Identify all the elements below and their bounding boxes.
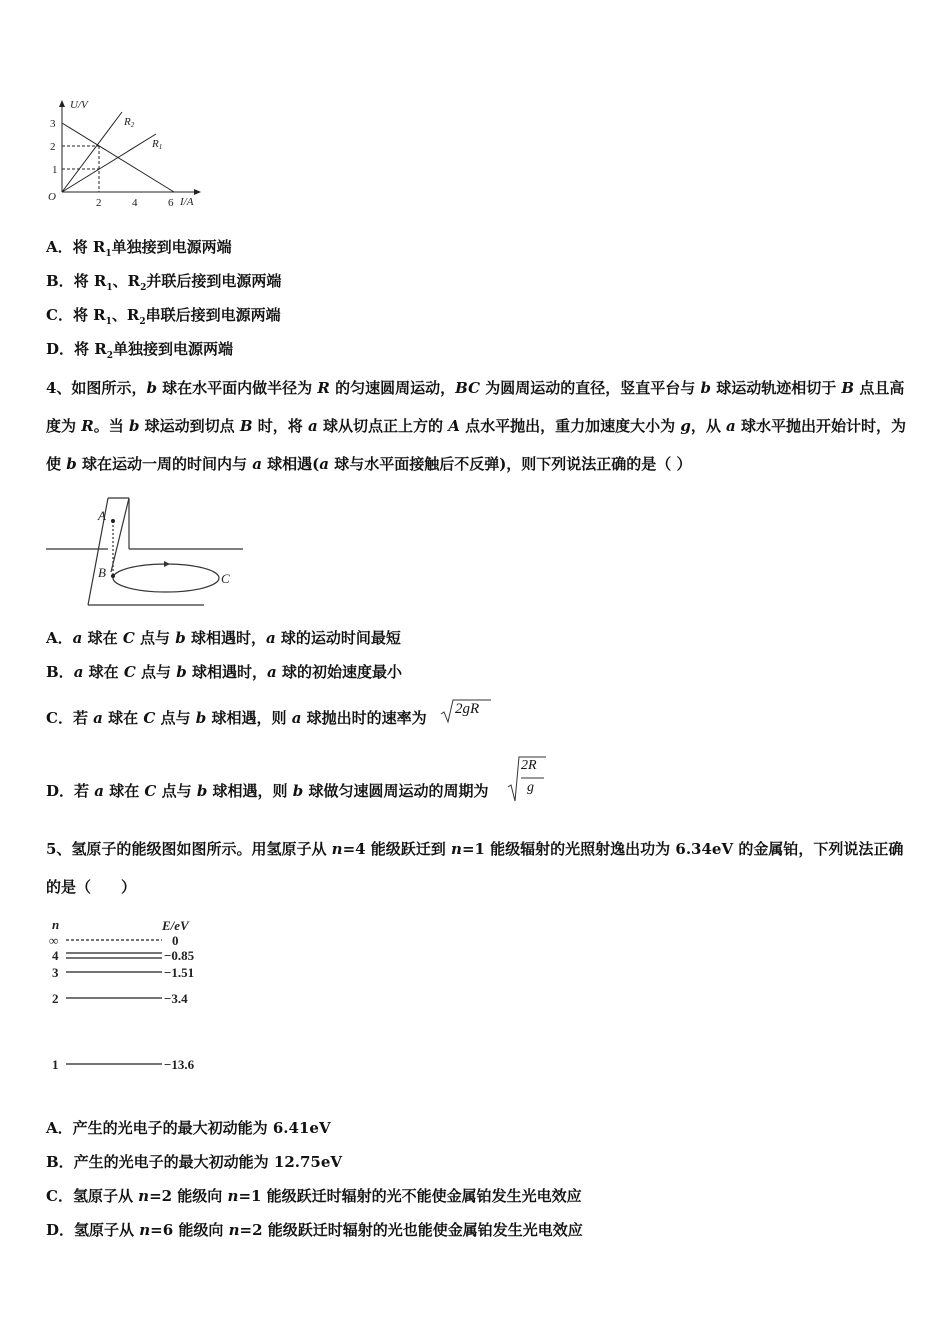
q5-option-run: n	[228, 1221, 240, 1239]
x-axis-label: I/A	[180, 196, 194, 208]
q4-stem-run: 球从切点正上方的	[317, 417, 449, 435]
level-energy-3: −1.51	[164, 965, 195, 980]
q4-option-d[interactable]: D．若 a 球在 C 点与 b 球相遇，则 b 球做匀速圆周运动的周期为	[46, 782, 489, 800]
level-energy-1: −13.6	[164, 1057, 195, 1072]
q4-stem-run: b	[700, 379, 711, 397]
q4-stem-run: b	[128, 417, 140, 435]
line-r2	[62, 112, 122, 192]
q4-stem-run: 球运动轨迹相切于	[710, 379, 842, 397]
q3-option-d[interactable]: D．将 $R_2$单独接到电源两端	[46, 340, 233, 361]
level-label-3: 3	[52, 965, 59, 980]
q5-option-d[interactable]	[46, 1219, 583, 1240]
q4-stem-run: 球运动到切点	[139, 417, 240, 435]
q5-option-run: D．氢原子从	[46, 1221, 140, 1239]
orbit-arrow	[164, 561, 170, 567]
q4-stem-run: 球在运动一周的时间内与	[76, 455, 253, 473]
q4-stem-run: 球水平抛出开始计时，为使	[46, 417, 907, 473]
formula-sqrt-2R-over-g	[507, 755, 547, 803]
q5-stem-run: =1 能级辐射的光照射逸出功为 6.34eV 的金属铂，下列说法正确的是（ ）	[46, 840, 904, 896]
q5-stem-run: n	[331, 840, 343, 858]
y-axis-label: U/V	[70, 99, 88, 111]
level-label-4: 4	[52, 948, 59, 963]
circle-orbit	[113, 564, 219, 592]
q5-option-c[interactable]	[46, 1185, 582, 1206]
platform-front-right	[111, 498, 129, 572]
q4-figure	[46, 494, 246, 608]
q5-option-run: n	[227, 1187, 239, 1205]
q5-stem-run: n	[451, 840, 462, 858]
q4-stem-run: 点水平抛出，重力加速度大小为	[459, 417, 681, 435]
q4-stem-run: A	[448, 417, 460, 435]
q4-stem-run: a	[308, 417, 318, 435]
q4-stem-run: 。当	[93, 417, 129, 435]
line-r1	[62, 134, 156, 192]
q4-stem-run: 时，将	[252, 417, 309, 435]
q4-stem-run: 的匀速圆周运动，	[329, 379, 456, 397]
q4-stem-run: 球在水平面内做半径为	[156, 379, 318, 397]
q4-stem-run: B	[239, 417, 253, 435]
q5-stem-run: 5、氢原子的能级图如图所示。用氢原子从	[46, 840, 332, 858]
q5-option-b[interactable]	[46, 1151, 342, 1172]
x-tick-2: 2	[96, 197, 102, 209]
q4-stem-run: R	[317, 379, 330, 397]
e-header: E/eV	[162, 918, 189, 933]
r1-label: R1	[152, 138, 163, 151]
point-b	[111, 574, 115, 578]
q4-stem-run: 为圆周运动的直径，竖直平台与	[480, 379, 701, 397]
q4-stem-run: 球与水平面接触后不反弹)，则下列说法正确的是（ ）	[328, 455, 692, 473]
label-b: B	[98, 565, 106, 580]
q4-stem-run: a	[319, 455, 329, 473]
q5-option-run: =2 能级跃迁时辐射的光也能使金属铂发生光电效应	[239, 1221, 583, 1239]
q5-stem-run: =4 能级跃迁到	[342, 840, 452, 858]
q3-option-b[interactable]: B．将 $R_1$、$R_2$并联后接到电源两端	[46, 272, 282, 293]
y-tick-1: 1	[52, 164, 58, 176]
sqrt-radicand: 2gR	[455, 701, 480, 717]
label-a: A	[98, 508, 106, 523]
level-energy-2: −3.4	[164, 991, 188, 1006]
q5-option-run: n	[139, 1221, 151, 1239]
formula-sqrt-2gR	[440, 698, 492, 724]
q4-stem-run: B	[841, 379, 855, 397]
q4-stem-run: a	[252, 455, 262, 473]
q4-option-a[interactable]: A．a 球在 C 点与 b 球相遇时，a 球的运动时间最短	[46, 629, 401, 647]
fraction-numerator: 2R	[521, 758, 537, 773]
q5-option-run: n	[138, 1187, 150, 1205]
label-c: C	[221, 571, 230, 586]
point-a	[111, 519, 115, 523]
q4-stem-run: 点且高度为	[46, 379, 905, 435]
q5-option-run: C．氢原子从	[46, 1187, 139, 1205]
n-header: n	[52, 917, 60, 932]
q4-stem-run: a	[726, 417, 736, 435]
q5-option-run: =1 能级跃迁时辐射的光不能使金属铂发生光电效应	[238, 1187, 582, 1205]
origin-label: O	[48, 191, 56, 203]
y-tick-3: 3	[50, 118, 56, 130]
y-tick-2: 2	[50, 141, 56, 153]
q5-option-run: =2 能级向	[149, 1187, 228, 1205]
q4-stem-run: b	[66, 455, 77, 473]
q3-option-c[interactable]: C．将 $R_1$、$R_2$串联后接到电源两端	[46, 306, 281, 327]
x-axis-arrow	[194, 189, 201, 195]
q4-stem-run: 球相遇(	[261, 455, 320, 473]
q4-option-c[interactable]: C．若 a 球在 C 点与 b 球相遇，则 a 球抛出时的速率为	[46, 709, 427, 727]
q4-stem	[46, 369, 906, 483]
energy-level-diagram	[46, 915, 226, 1077]
q4-stem-run: ，从	[690, 417, 727, 435]
q5-option-run: B．产生的光电子的最大初动能为 12.75eV	[46, 1153, 343, 1171]
level-label-inf: ∞	[49, 933, 59, 948]
q5-stem	[46, 830, 906, 906]
q4-stem-run: R	[81, 417, 94, 435]
q4-stem-run: 4、如图所示，	[46, 379, 147, 397]
level-energy-4: −0.85	[164, 948, 195, 963]
x-tick-4: 4	[132, 197, 138, 209]
q4-stem-run: g	[680, 417, 691, 435]
ui-graph	[44, 94, 214, 214]
q4-option-b[interactable]: B．a 球在 C 点与 b 球相遇时，a 球的初始速度最小	[46, 663, 402, 681]
level-label-2: 2	[52, 991, 59, 1006]
q5-option-run: =6 能级向	[150, 1221, 229, 1239]
q3-option-a[interactable]: A．将 $R_1$单独接到电源两端	[46, 238, 232, 259]
q4-stem-run: BC	[455, 379, 481, 397]
y-axis-arrow	[59, 100, 65, 107]
r2-label: R2	[124, 116, 135, 129]
x-tick-6: 6	[168, 197, 174, 209]
q4-stem-run: b	[146, 379, 157, 397]
level-energy-inf: 0	[172, 933, 179, 948]
q5-option-run: A．产生的光电子的最大初动能为 6.41eV	[46, 1119, 331, 1137]
q5-option-a[interactable]	[46, 1117, 331, 1138]
fraction-denominator: g	[527, 780, 534, 795]
level-label-1: 1	[52, 1057, 59, 1072]
